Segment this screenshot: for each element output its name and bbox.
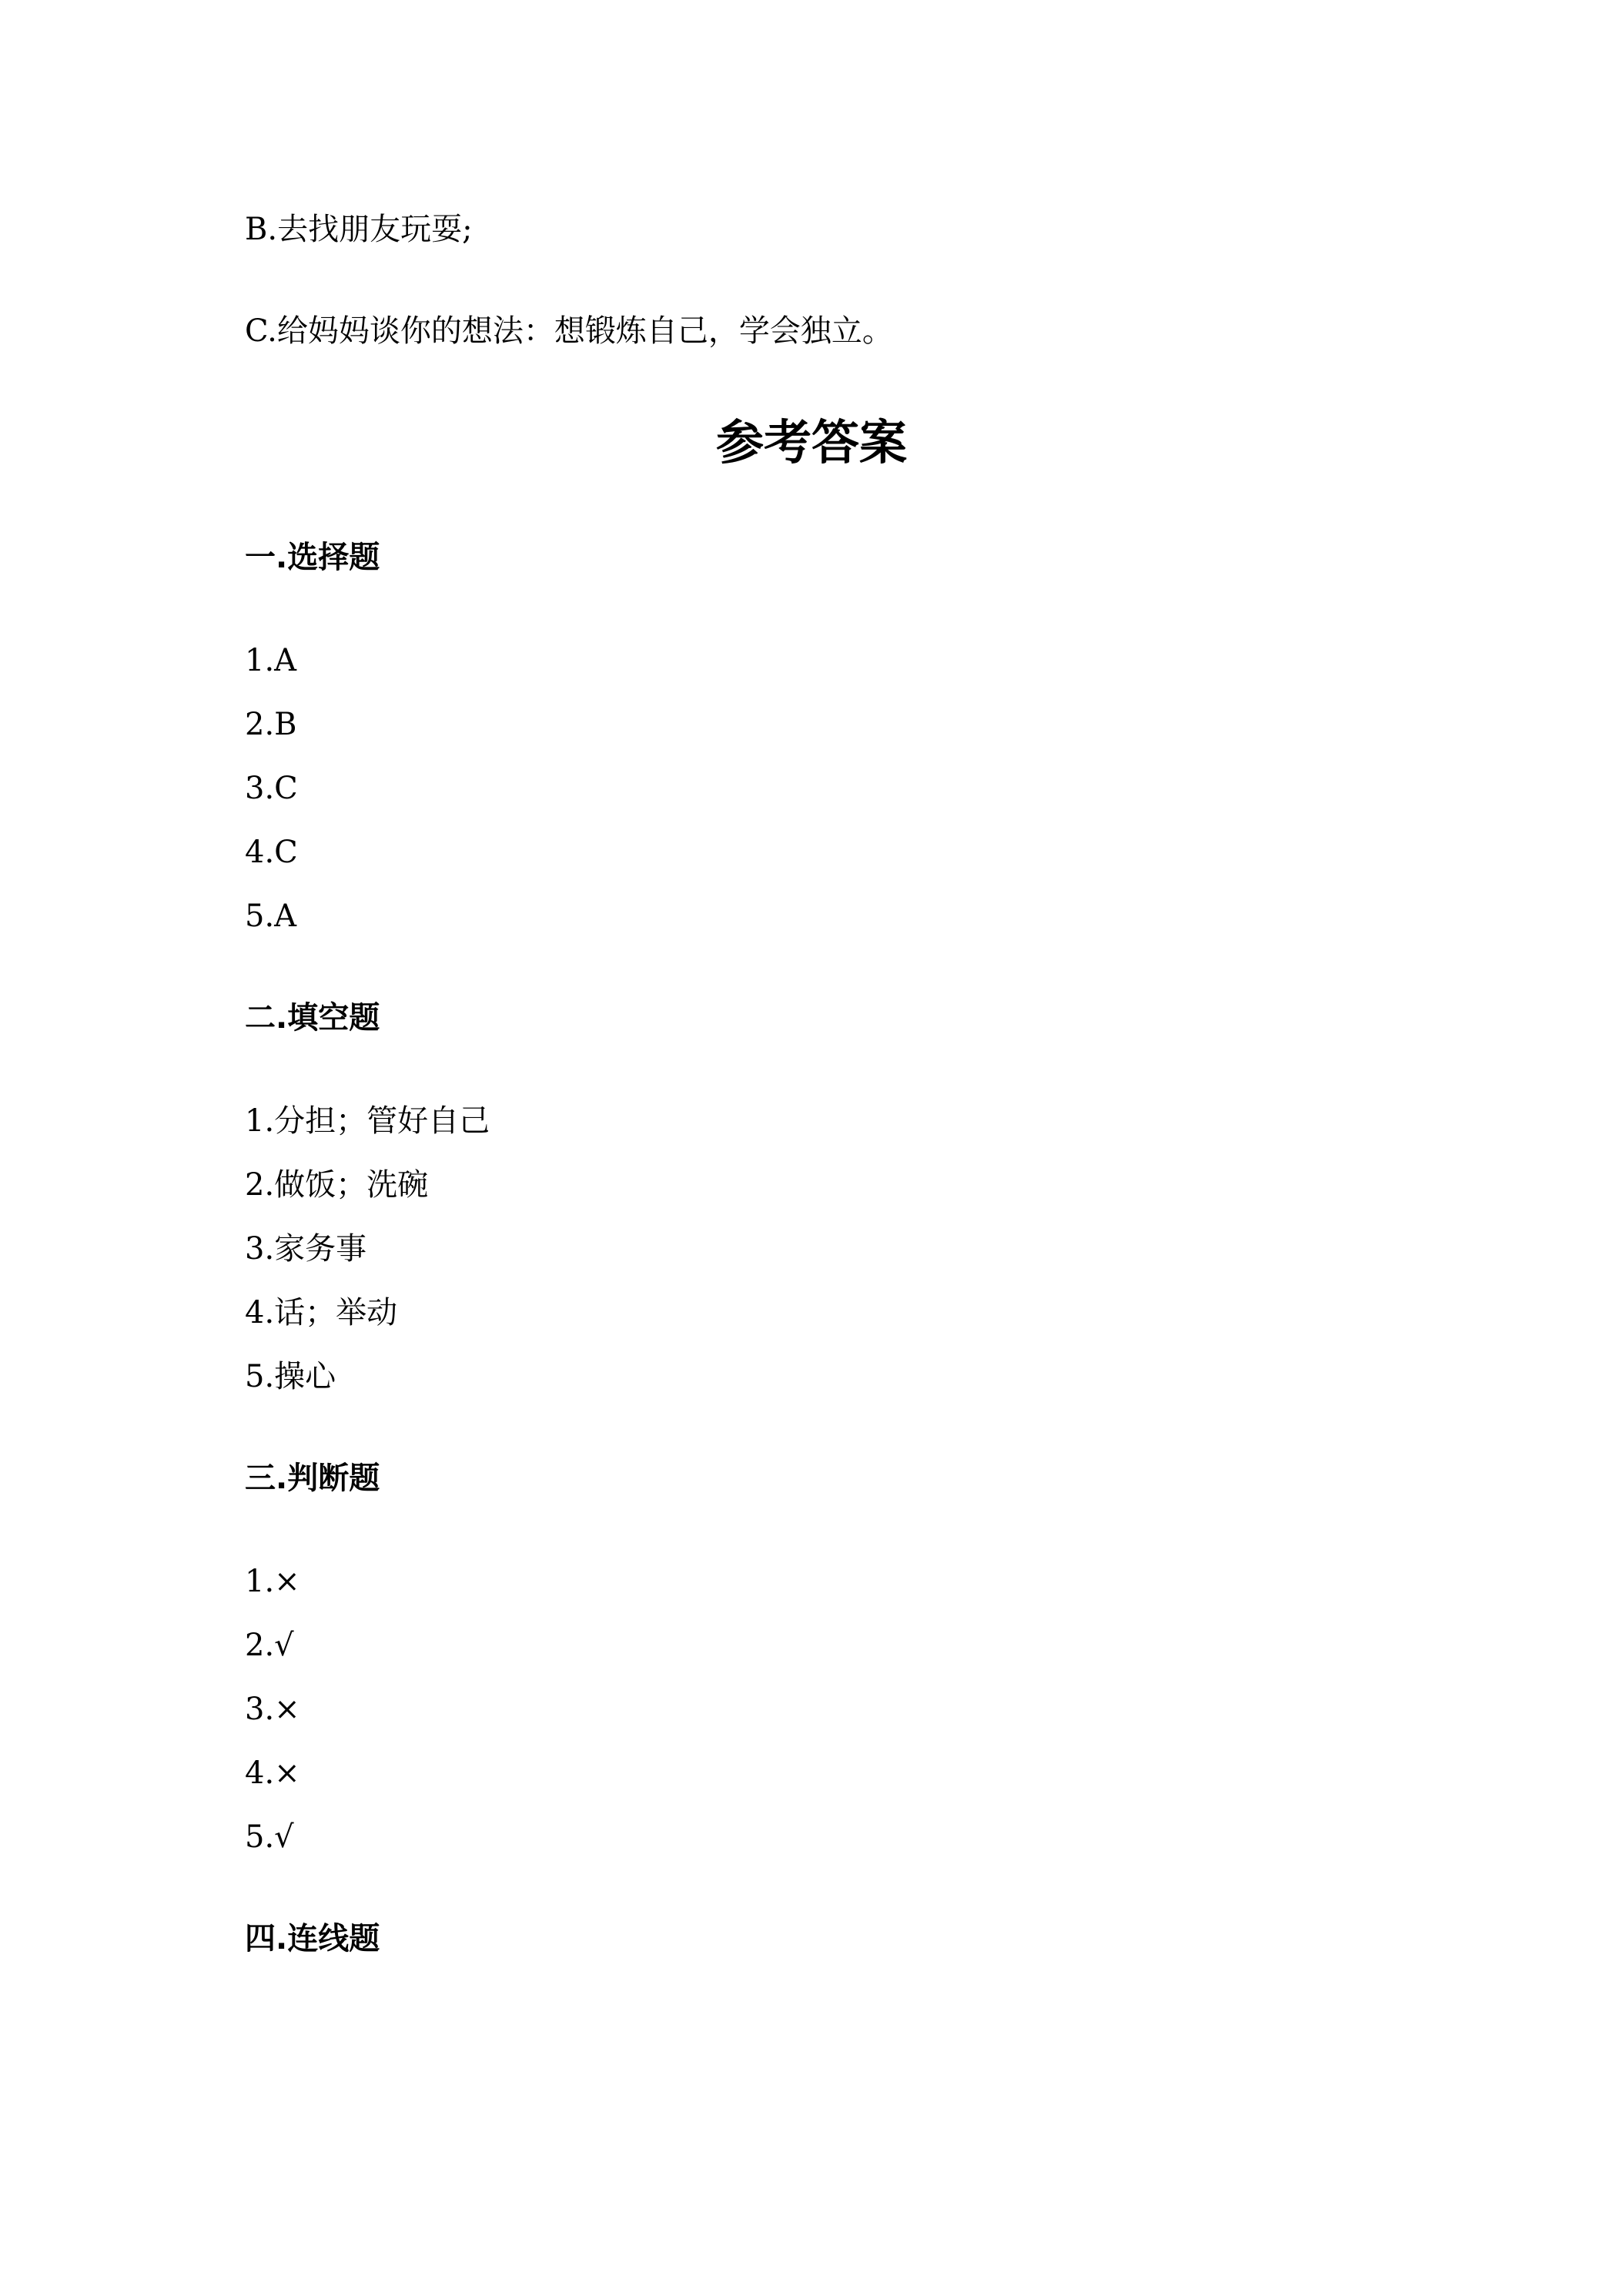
answer-item: 2.B [245,707,297,742]
answer-item: 4.C [245,835,298,870]
option-c: C.给妈妈谈你的想法：想锻炼自己，学会独立。 [245,313,893,349]
section-heading-fill: 二.填空题 [245,1000,380,1036]
answer-item: 2.做饭；洗碗 [245,1167,429,1203]
answer-item: 1.分担；管好自己 [245,1103,490,1139]
answer-item: 5.A [245,899,297,934]
answer-item: 2.√ [245,1628,294,1663]
option-b: B.去找朋友玩耍; [245,212,473,247]
section-heading-matching: 四.连线题 [245,1921,380,1956]
answer-item: 1.A [245,643,297,678]
answer-key-title: 参考答案 [715,414,907,470]
answer-item: 1.× [245,1564,300,1599]
answer-item: 4.话；举动 [245,1295,398,1330]
answer-item: 3.C [245,771,298,806]
answer-item: 3.家务事 [245,1231,367,1267]
answer-item: 5.操心 [245,1359,336,1394]
answer-item: 3.× [245,1692,300,1727]
section-heading-choice: 一.选择题 [245,540,380,575]
answer-item: 4.× [245,1755,300,1791]
answer-item: 5.√ [245,1819,294,1855]
section-heading-judge: 三.判断题 [245,1461,380,1496]
